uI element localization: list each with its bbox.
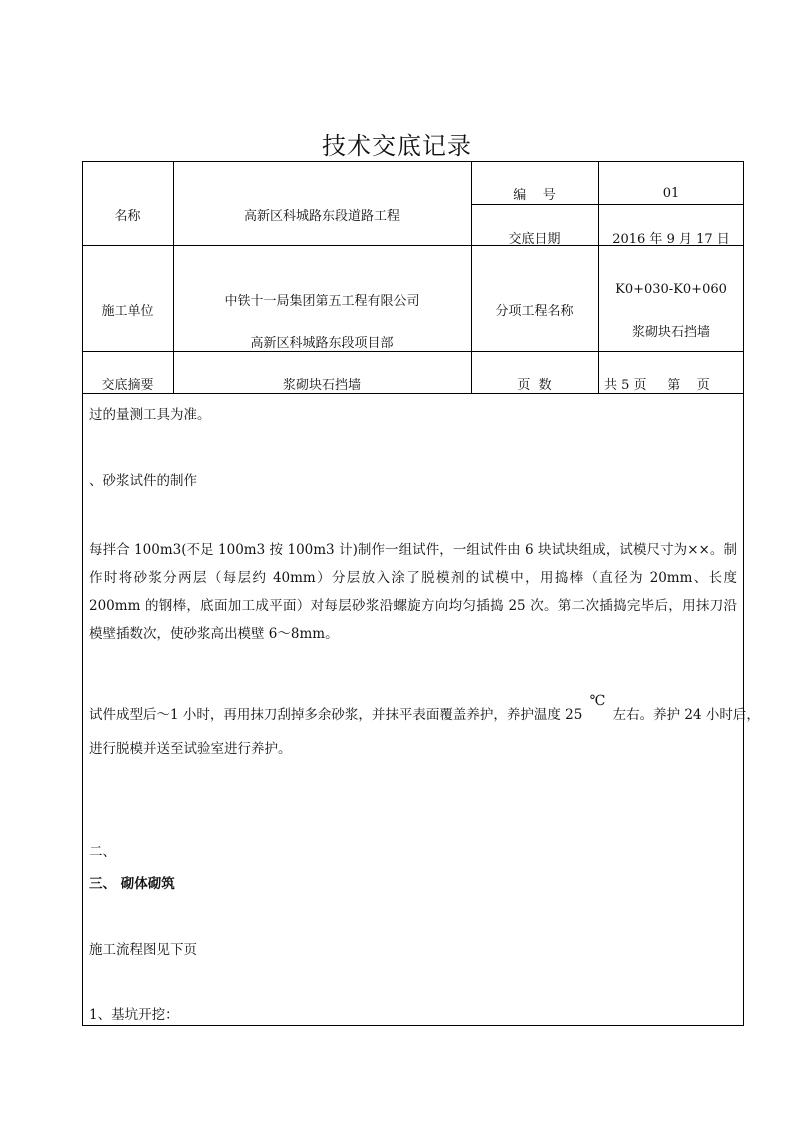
- document-title: 技术交底记录: [322, 132, 472, 160]
- contractor-name: 中铁十一局集团第五工程有限公司: [224, 294, 420, 309]
- body-line: 过的量测工具为准。: [89, 407, 211, 423]
- table-divider: [471, 204, 744, 205]
- body-paragraph: [89, 693, 760, 725]
- body-paragraph: 每拌合 100m3(不足 100m3 按 100m3 计)制作一组试件，一组试件由 6 块试块组成，试模尺寸为××。制作时将砂浆分两层（每层约 40mm）分层放入涂了脱模剂的试模中，用捣棒（直径为 20mm、长度 200mm 的钢棒，底面加工成平面）对每层砂浆沿螺旋方向均匀插捣 25 次。第二次插捣完毕后，用抹刀沿模壁插数次，使砂浆高出模壁 6～8mm。: [89, 542, 737, 642]
- body-text-segment: 试件成型后～1 小时，再用抹刀刮掉多余砂浆，并抹平表面覆盖养护，养护温度 25: [89, 707, 583, 723]
- sub-project-name: 浆砌块石挡墙: [631, 325, 710, 340]
- date-label: 交底日期: [508, 232, 561, 247]
- date-value: 2016 年 9 月 17 日: [612, 232, 730, 247]
- list-item: 1、基坑开挖：: [89, 1007, 179, 1023]
- summary-label: 交底摘要: [101, 378, 154, 393]
- project-name-label: 名称: [114, 209, 141, 224]
- pages-label: 页 数: [517, 378, 552, 393]
- table-divider: [82, 393, 744, 394]
- temperature-unit: ℃: [589, 693, 606, 709]
- body-text-segment: 左右。养护 24 小时后，: [612, 707, 760, 723]
- sub-project-label: 分项工程名称: [495, 304, 574, 319]
- code-value: 01: [662, 186, 680, 201]
- section-heading: 二、: [89, 844, 116, 860]
- table-divider: [173, 161, 174, 394]
- table-divider: [82, 351, 744, 352]
- section-heading: 三、 砌体砌筑: [89, 876, 175, 892]
- body-line: 施工流程图见下页: [89, 942, 197, 958]
- contractor-department: 高新区科城路东段项目部: [250, 336, 394, 351]
- summary-value: 浆砌块石挡墙: [282, 378, 361, 393]
- project-name-value: 高新区科城路东段道路工程: [243, 209, 400, 224]
- sub-project-chainage: K0+030-K0+060: [615, 282, 727, 297]
- body-line: 进行脱模并送至试验室进行养护。: [89, 741, 292, 757]
- pages-value: 共 5 页 第 页: [604, 378, 710, 393]
- contractor-label: 施工单位: [101, 304, 154, 319]
- code-label: 编 号: [513, 188, 556, 203]
- section-heading: 、砂浆试件的制作: [89, 473, 197, 489]
